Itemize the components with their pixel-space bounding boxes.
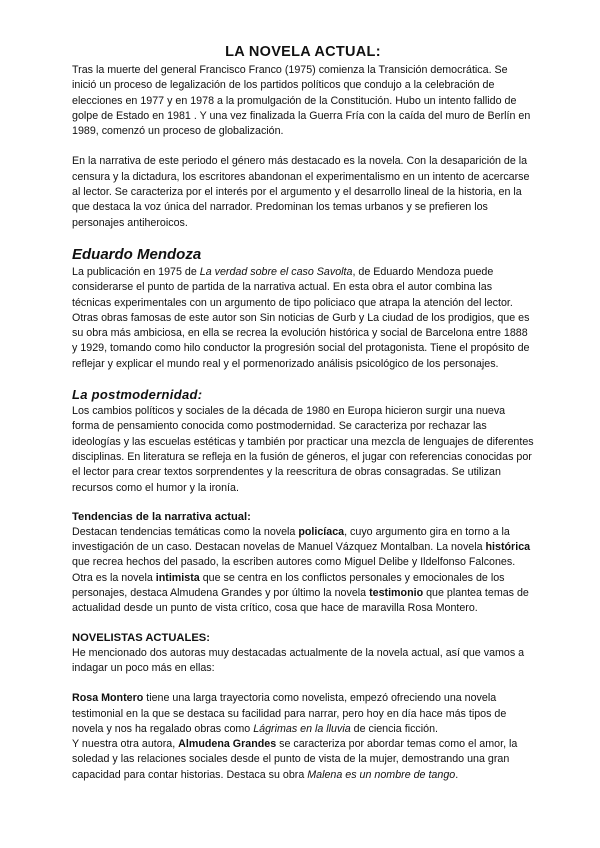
novelistas-heading: NOVELISTAS ACTUALES:: [72, 631, 210, 644]
novelistas-intro: He mencionado dos autoras muy destacadas actualmente de la novela actual, así que vamos a indagar un poco más en ellas:: [72, 646, 525, 674]
postmodernidad-heading: La postmodernidad:: [72, 387, 203, 403]
grandes-name: Almudena Grandes: [178, 738, 277, 751]
malena-title: Malena es un nombre de tango: [307, 768, 456, 781]
mendoza-heading: Eduardo Mendoza: [72, 245, 202, 263]
term-intimista: intimista: [155, 571, 200, 584]
intro-paragraph-2: En la narrativa de este periodo el género más destacado es la novela. Con la desaparición de la censura y la dictadura, los escritores abandonan el experimentalismo en un intento de acercarse al lector. Se caracteriza por el interés por el argumento y el desarrollo lineal de la historia, en la que destaca la voz única del narrador. Predominan los temas urbanos y se prefieren los personajes antiheroicos.: [72, 155, 530, 229]
montero-name: Rosa Montero: [72, 692, 144, 705]
tendencias-heading: Tendencias de la narrativa actual:: [72, 510, 251, 523]
term-historica: histórica: [485, 541, 531, 554]
page-title: LA NOVELA ACTUAL:: [225, 44, 381, 60]
postmodernidad-paragraph: Los cambios políticos y sociales de la década de 1980 en Europa hicieron surgir una nueva forma de pensamiento conocida como postmodernidad. Se caracteriza por rechazar las ideologías y las escuelas estéticas y también por practicar una mezcla de lenguajes de diferentes disciplinas. En literatura se refleja en la fusión de géneros, el jugar con referencias conocidas por el lector para crear textos sorprendentes y la reescritura de obras consagradas. Se utilizan recursos como el humor y la ironía.: [72, 405, 534, 494]
term-policiaca: policíaca: [298, 525, 345, 538]
intro-paragraph-1: Tras la muerte del general Francisco Franco (1975) comienza la Transición democrática. Se inició un proceso de legalización de los partidos políticos que condujo a la celebración de elecciones en 1977 y en 1978 a la promulgación de la Constitución. Hubo un intento fallido de golpe de Estado en 1981 . Y una vez finalizada la Guerra Fría con la caída del muro de Berlín en 1989, comenzó un proceso de globalización.: [72, 64, 531, 138]
montero-paragraph: Rosa Montero tiene una larga trayectoria como novelista, empezó ofreciendo una novela testimonial en la que se destaca su facilidad para narrar, pero hoy en día hace más tipos de novela y nos ha regalado obras como Lágrimas en la lluvia de ciencia ficción. Y nuestra otra autora, Almudena Grandes se caracteriza por abordar temas como el amor, la soledad y las relaciones sociales desde el punto de vista de la mujer, demostrando una gran capacidad para contar historias. Destaca su obra Malena es un nombre de tango.: [72, 692, 518, 781]
tendencias-paragraph: Destacan tendencias temáticas como la novela policíaca, cuyo argumento gira en torno a la investigación de un caso. Destacan novelas de Manuel Vázquez Montalban. La novela histórica que recrea hechos del pasado, la escriben autores como Miguel Delibe y Ildelfonso Falcones. Otra es la novela intimista que se centra en los conflictos personales y emocionales de los personajes, destaca Almudena Grandes y por último la novela testimonio que plantea temas de actualidad desde un punto de vista crítico, cosa que hace de maravilla Rosa Montero.: [72, 525, 531, 615]
term-testimonio: testimonio: [369, 587, 424, 600]
lagrimas-title: Lágrimas en la lluvia: [253, 722, 351, 735]
savolta-title: La verdad sobre el caso Savolta: [199, 265, 353, 278]
mendoza-paragraph: La publicación en 1975 de La verdad sobre el caso Savolta, de Eduardo Mendoza puede considerarse el punto de partida de la narrativa actual. En esta obra el autor combina las técnicas experimentales con un argumento de tipo policiaco que atrapa la atención del lector. Otras obras famosas de este autor son Sin noticias de Gurb y La ciudad de los prodigios, que es su obra más ambiciosa, en ella se recrea la evolución histórica y social de Barcelona entre 1888 y 1929, tomando como hilo conductor la progresión social del protagonista. Tiene el propósito de reflejar y explicar el mundo real y el pormenorizado análisis psicológico de los personajes.: [72, 265, 530, 370]
